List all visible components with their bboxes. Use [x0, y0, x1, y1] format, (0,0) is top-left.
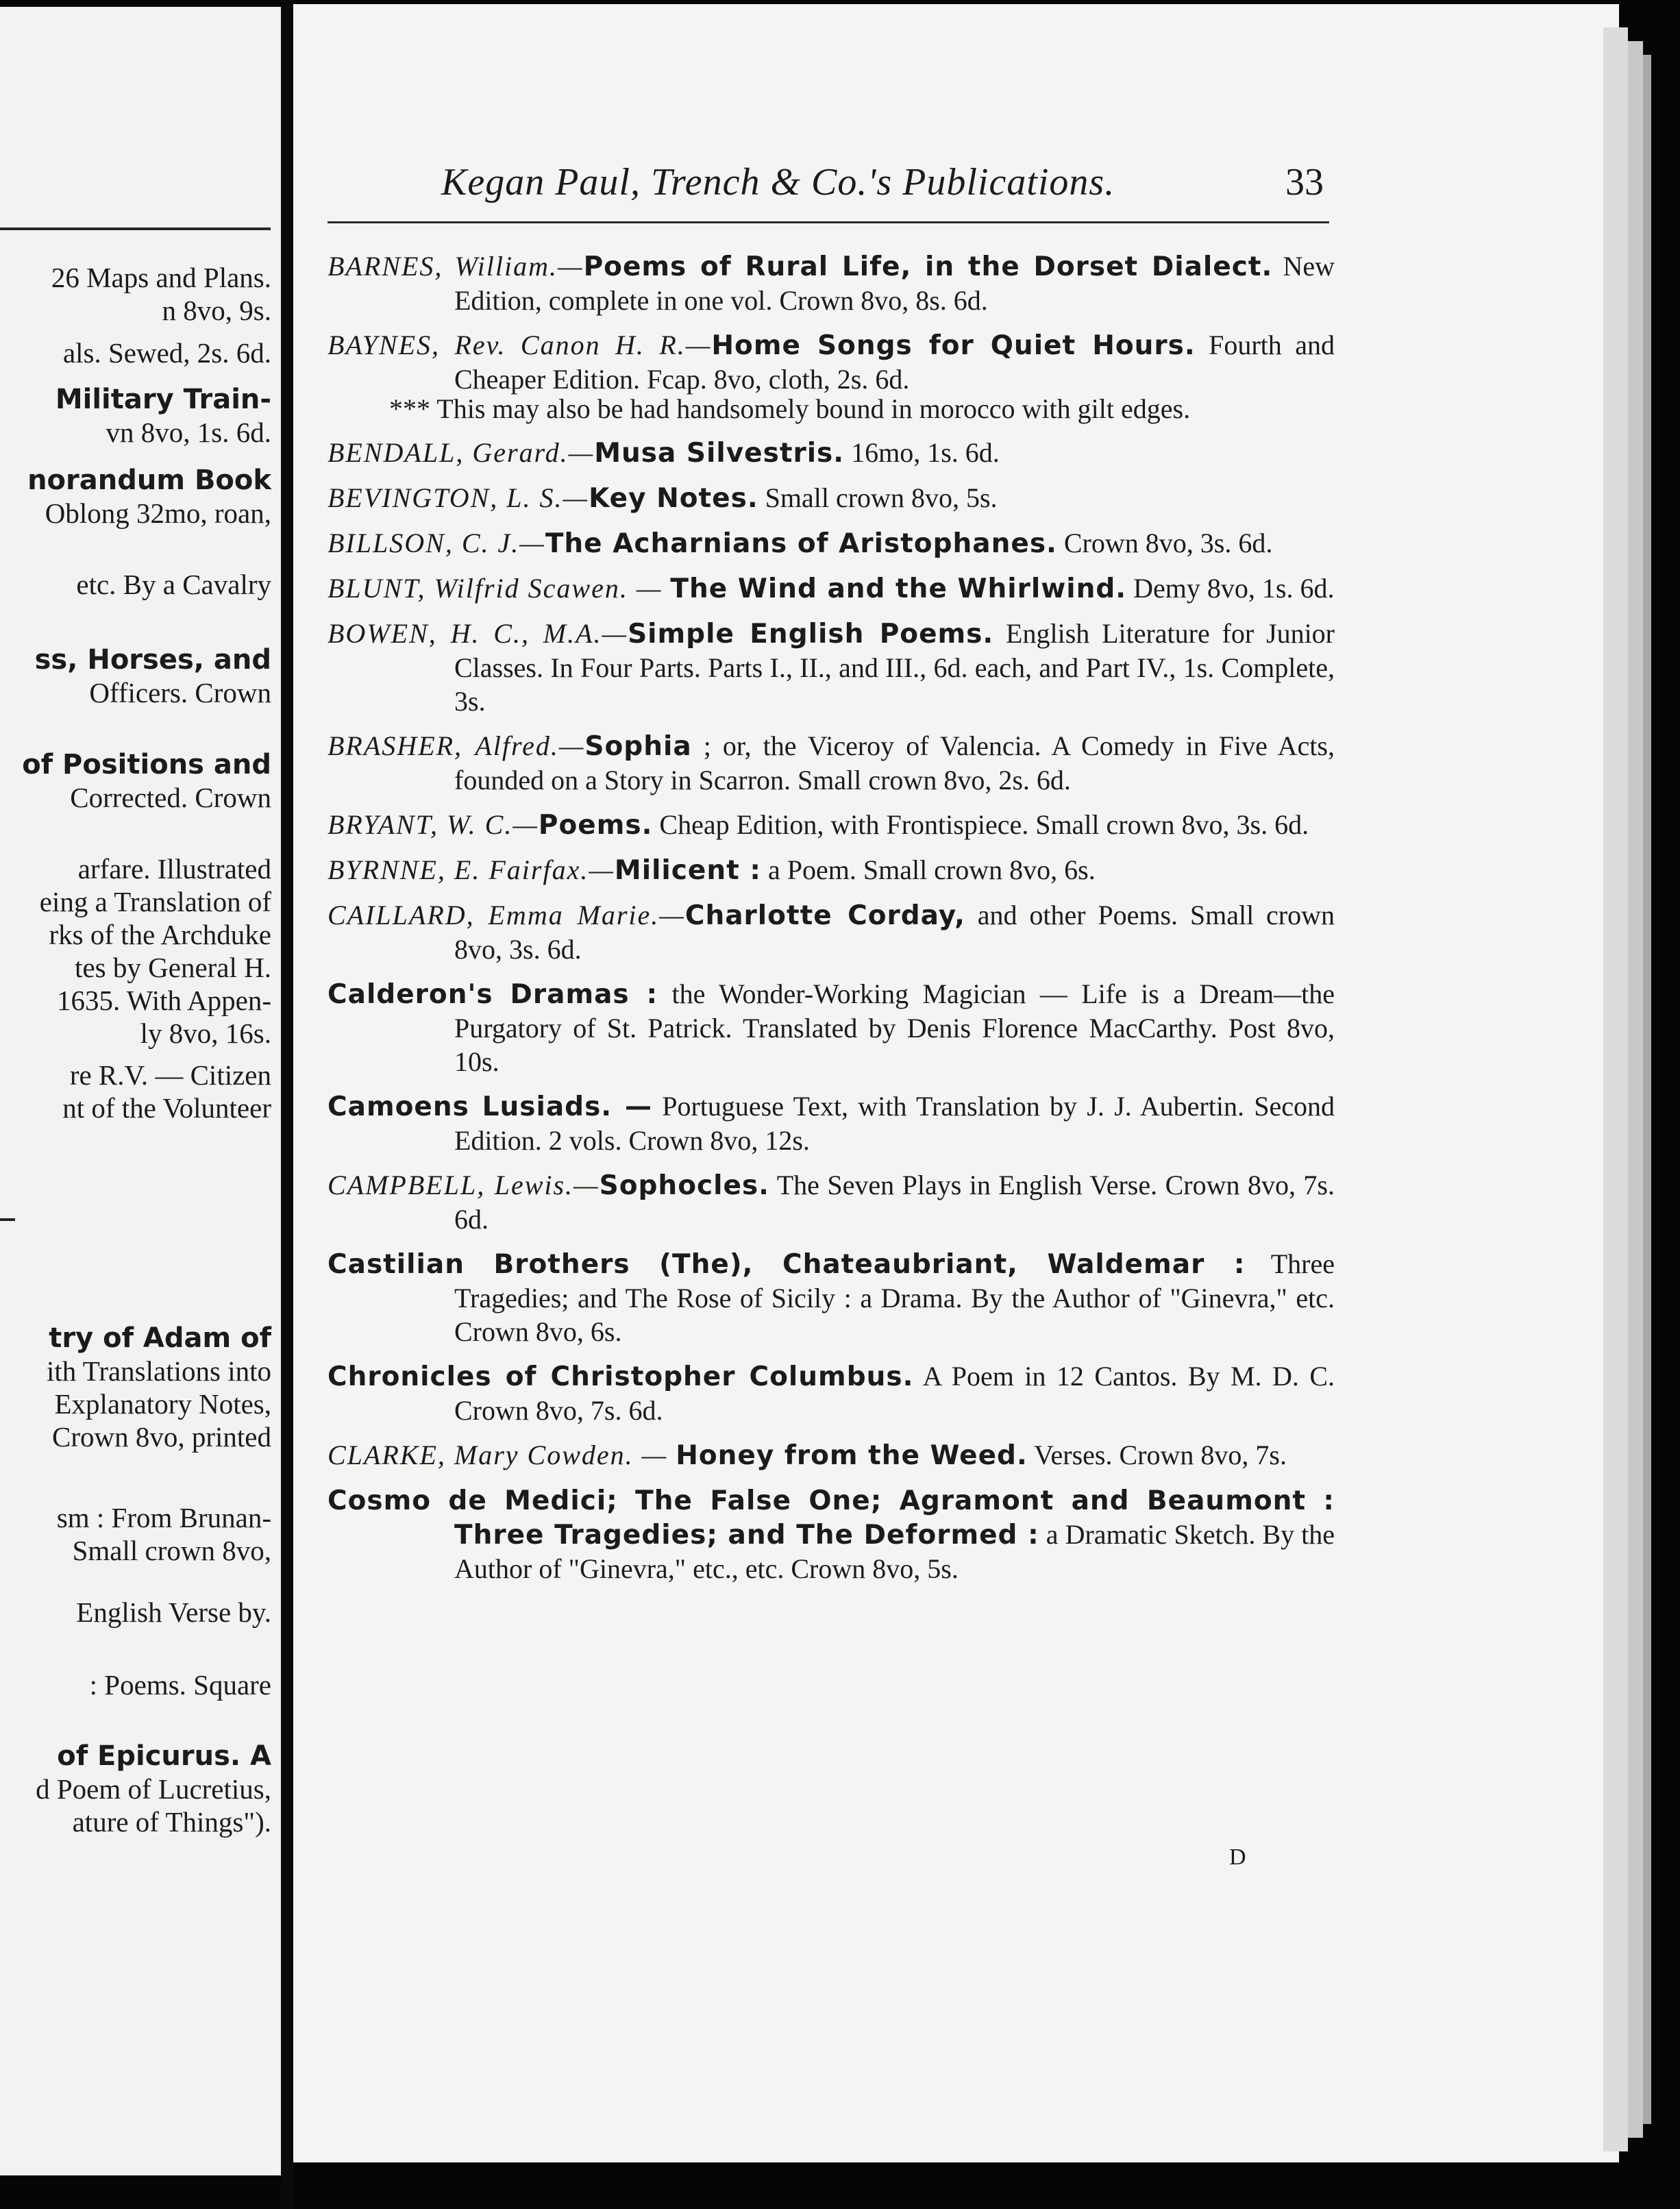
left-page-line: Corrected. Crown — [70, 782, 271, 813]
signature-mark: D — [1229, 1844, 1246, 1870]
left-page-line: norandum Book — [27, 465, 271, 496]
catalogue-entry: Chronicles of Christopher Columbus. A Poem in 12 Cantos. By M. D. C. Crown 8vo, 7s. 6d. — [328, 1361, 1335, 1426]
left-page-line: Oblong 32mo, roan, — [45, 497, 271, 529]
left-page-line: sm : From Brunan- — [56, 1502, 271, 1533]
catalogue-entry: BENDALL, Gerard.—Musa Silvestris. 16mo, 1s. 6d. — [328, 437, 1000, 469]
catalogue-entry: BEVINGTON, L. S.—Key Notes. Small crown 8vo, 5s. — [328, 482, 998, 514]
page-edge — [1643, 55, 1651, 2124]
left-page-line: Crown 8vo, printed — [52, 1421, 271, 1453]
left-page-line: n 8vo, 9s. — [162, 295, 271, 326]
catalogue-entry: Castilian Brothers (The), Chateaubriant, Waldemar : Three Tragedies; and The Rose of Sicily : a Drama. By the Author of "Ginevra," etc. Crown 8vo, 6s. — [328, 1248, 1335, 1347]
left-page-line: tes by General H. — [75, 952, 271, 983]
left-page-line: ss, Horses, and — [34, 644, 271, 676]
catalogue-entry: Cosmo de Medici; The False One; Agramont and Beaumont : Three Tragedies; and The Deformed : a Dramatic Sketch. By the Author of "Ginevra," etc., etc. Crown 8vo, 5s. — [328, 1485, 1335, 1584]
left-page-line: 26 Maps and Plans. — [51, 262, 271, 293]
catalogue-entry: Camoens Lusiads. — Portuguese Text, with Translation by J. J. Aubertin. Second Edition. 2 vols. Crown 8vo, 12s. — [328, 1091, 1335, 1156]
catalogue-entry: CAMPBELL, Lewis.—Sophocles. The Seven Plays in English Verse. Crown 8vo, 7s. 6d. — [328, 1170, 1335, 1235]
left-page-line: als. Sewed, 2s. 6d. — [62, 337, 271, 369]
left-page-line: ith Translations into — [46, 1355, 271, 1387]
left-page-rule — [0, 227, 271, 230]
left-page-line: Explanatory Notes, — [54, 1388, 271, 1420]
morocco-note: *** This may also be had handsomely bound in morocco with gilt edges. — [389, 393, 1191, 424]
page-edge — [1628, 41, 1643, 2138]
left-page-dash — [0, 1218, 15, 1221]
page-header — [293, 160, 1329, 208]
catalogue-entry: Calderon's Dramas : the Wonder-Working Magician — Life is a Dream—the Purgatory of St. Patrick. Translated by Denis Florence MacCarthy. Post 8vo, 10s. — [328, 978, 1335, 1077]
left-page-line: Officers. Crown — [89, 677, 271, 708]
catalogue-entries — [328, 249, 1335, 1596]
catalogue-entry: BOWEN, H. C., M.A.—Simple English Poems. English Literature for Junior Classes. In Four Parts. Parts I., II., and III., 6d. each, and Part IV., 1s. Complete, 3s. — [328, 618, 1335, 717]
left-page-line: of Epicurus. A — [57, 1740, 271, 1772]
left-page-line: Small crown 8vo, — [72, 1535, 271, 1566]
left-page-line: arfare. Illustrated — [77, 853, 271, 885]
left-page-line: nt of the Volunteer — [62, 1092, 271, 1124]
page-edge — [1603, 27, 1628, 2151]
catalogue-entry: CLARKE, Mary Cowden. — Honey from the Weed. Verses. Crown 8vo, 7s. — [328, 1440, 1287, 1471]
left-page-line: vn 8vo, 1s. 6d. — [106, 417, 271, 448]
left-page-line: Military Train- — [55, 384, 271, 415]
catalogue-entry: BARNES, William.—Poems of Rural Life, in the Dorset Dialect. New Edition, complete in one vol. Crown 8vo, 8s. 6d. — [328, 251, 1335, 316]
page-number: 33 — [1285, 161, 1324, 203]
right-page — [293, 4, 1619, 2162]
catalogue-entry: BRYANT, W. C.—Poems. Cheap Edition, with Frontispiece. Small crown 8vo, 3s. 6d. — [328, 809, 1309, 841]
left-page-line: etc. By a Cavalry — [76, 569, 271, 600]
catalogue-entry: BLUNT, Wilfrid Scawen. — The Wind and the Whirlwind. Demy 8vo, 1s. 6d. — [328, 573, 1335, 604]
catalogue-entry: BAYNES, Rev. Canon H. R.—Home Songs for Quiet Hours. Fourth and Cheaper Edition. Fcap. 8vo, cloth, 2s. 6d. — [328, 330, 1335, 395]
header-rule — [328, 221, 1329, 223]
left-page-fragment — [0, 7, 281, 2175]
catalogue-entry: BRASHER, Alfred.—Sophia ; or, the Viceroy of Valencia. A Comedy in Five Acts, founded on a Story in Scarron. Small crown 8vo, 2s. 6d. — [328, 730, 1335, 795]
book-gutter — [281, 0, 295, 2209]
catalogue-entry: CAILLARD, Emma Marie.—Charlotte Corday, and other Poems. Small crown 8vo, 3s. 6d. — [328, 900, 1335, 965]
left-page-line: try of Adam of — [49, 1322, 271, 1354]
left-page-line: d Poem of Lucretius, — [36, 1773, 271, 1805]
left-page-line: ly 8vo, 16s. — [140, 1017, 271, 1049]
left-page-line: 1635. With Appen- — [56, 985, 271, 1016]
left-page-line: of Positions and — [22, 749, 271, 780]
left-page-line: : Poems. Square — [89, 1669, 271, 1701]
left-page-line: re R.V. — Citizen — [69, 1059, 271, 1091]
left-page-line: English Verse by. — [76, 1596, 271, 1628]
left-page-line: eing a Translation of — [39, 886, 271, 917]
left-page-line: ature of Things"). — [72, 1806, 271, 1838]
catalogue-entry: BYRNNE, E. Fairfax.—Milicent : a Poem. Small crown 8vo, 6s. — [328, 854, 1096, 886]
catalogue-entry: BILLSON, C. J.—The Acharnians of Aristophanes. Crown 8vo, 3s. 6d. — [328, 528, 1273, 559]
left-page-line: rks of the Archduke — [49, 919, 271, 950]
running-title: Kegan Paul, Trench & Co.'s Publications. — [441, 161, 1115, 203]
